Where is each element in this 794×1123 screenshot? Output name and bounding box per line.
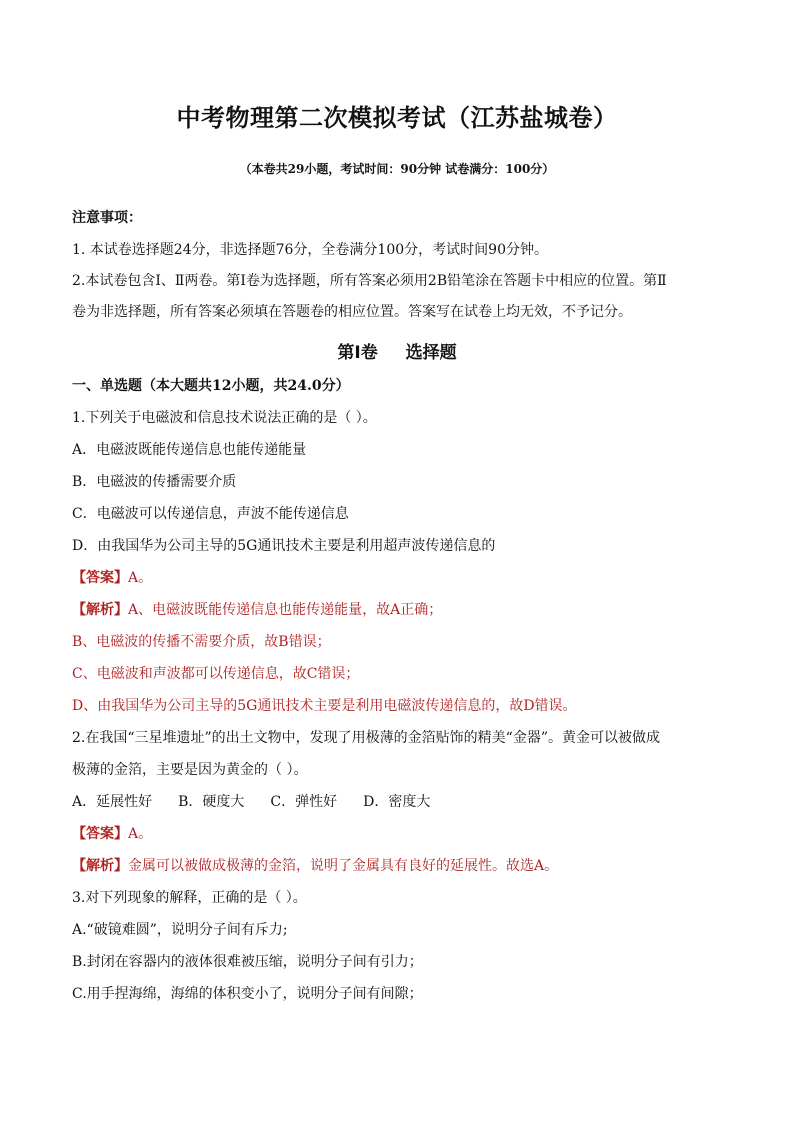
answer-value: A。 xyxy=(128,826,153,842)
exam-subtitle: （本卷共29小题，考试时间：90分钟 试卷满分：100分） xyxy=(239,162,555,176)
analysis-text: 金属可以被做成极薄的金箔，说明了金属具有良好的延展性。故选A。 xyxy=(128,858,559,874)
analysis-text: A、电磁波既能传递信息也能传递能量，故A正确； xyxy=(128,602,443,618)
notice-item-2-line-1: 2.本试卷包含Ⅰ、Ⅱ两卷。第Ⅰ卷为选择题，所有答案必须用2B铅笔涂在答题卡中相应的位置。第Ⅱ xyxy=(72,273,667,289)
question-2-option-d: D．密度大 xyxy=(363,794,431,810)
question-1-analysis-line-3: C、电磁波和声波都可以传递信息，故C错误； xyxy=(72,666,360,682)
section-title: 第Ⅰ卷 选择题 xyxy=(337,343,457,363)
question-3-option-b: B.封闭在容器内的液体很难被压缩，说明分子间有引力； xyxy=(72,954,423,970)
question-1-analysis-line-1 xyxy=(72,600,732,620)
question-2-analysis xyxy=(72,856,732,876)
question-1-analysis-line-2: B、电磁波的传播不需要介质，故B错误； xyxy=(72,634,331,650)
answer-value: A。 xyxy=(128,570,153,586)
analysis-tag: 【解析】 xyxy=(72,858,128,874)
question-3-option-c: C.用手捏海绵，海绵的体积变小了，说明分子间有间隙； xyxy=(72,986,423,1002)
analysis-tag: 【解析】 xyxy=(72,602,128,618)
answer-tag: 【答案】 xyxy=(72,570,128,586)
question-1-option-d: D．由我国华为公司主导的5G通讯技术主要是利用超声波传递信息的 xyxy=(72,538,496,554)
question-3-option-a: A.“破镜难圆”，说明分子间有斥力; xyxy=(72,922,288,938)
question-1-analysis-line-4: D、由我国华为公司主导的5G通讯技术主要是利用电磁波传递信息的，故D错误。 xyxy=(72,698,577,714)
question-2-option-a: A．延展性好 xyxy=(72,794,153,810)
question-1-stem: 1.下列关于电磁波和信息技术说法正确的是（ ）。 xyxy=(72,410,377,426)
notice-item-1: 1. 本试卷选择题24分，非选择题76分，全卷满分100分，考试时间90分钟。 xyxy=(72,242,548,258)
group-heading: 一、单选题（本大题共12小题，共24.0分） xyxy=(72,378,350,394)
question-1-option-c: C．电磁波可以传递信息，声波不能传递信息 xyxy=(72,506,349,522)
answer-tag: 【答案】 xyxy=(72,826,128,842)
question-2-option-b: B．硬度大 xyxy=(178,794,245,810)
question-2-stem-line-1: 2.在我国“三星堆遗址”的出土文物中，发现了用极薄的金箔贴饰的精美“金器”。黄金可以被做成 xyxy=(72,730,660,746)
question-1-answer xyxy=(72,568,732,588)
notice-item-2-line-2: 卷为非选择题，所有答案必须填在答题卷的相应位置。答案写在试卷上均无效，不予记分。 xyxy=(72,304,632,320)
question-2-options xyxy=(72,792,732,812)
question-3-stem: 3.对下列现象的解释，正确的是（ ）。 xyxy=(72,890,307,906)
question-2-option-c: C．弹性好 xyxy=(270,794,338,810)
question-2-answer xyxy=(72,824,732,844)
question-2-stem-line-2: 极薄的金箔，主要是因为黄金的（ ）。 xyxy=(72,762,308,778)
exam-title: 中考物理第二次模拟考试（江苏盐城卷） xyxy=(176,104,618,132)
question-1-option-b: B．电磁波的传播需要介质 xyxy=(72,474,237,490)
question-1-option-a: A．电磁波既能传递信息也能传递能量 xyxy=(72,442,307,458)
notice-heading: 注意事项： xyxy=(72,210,142,226)
